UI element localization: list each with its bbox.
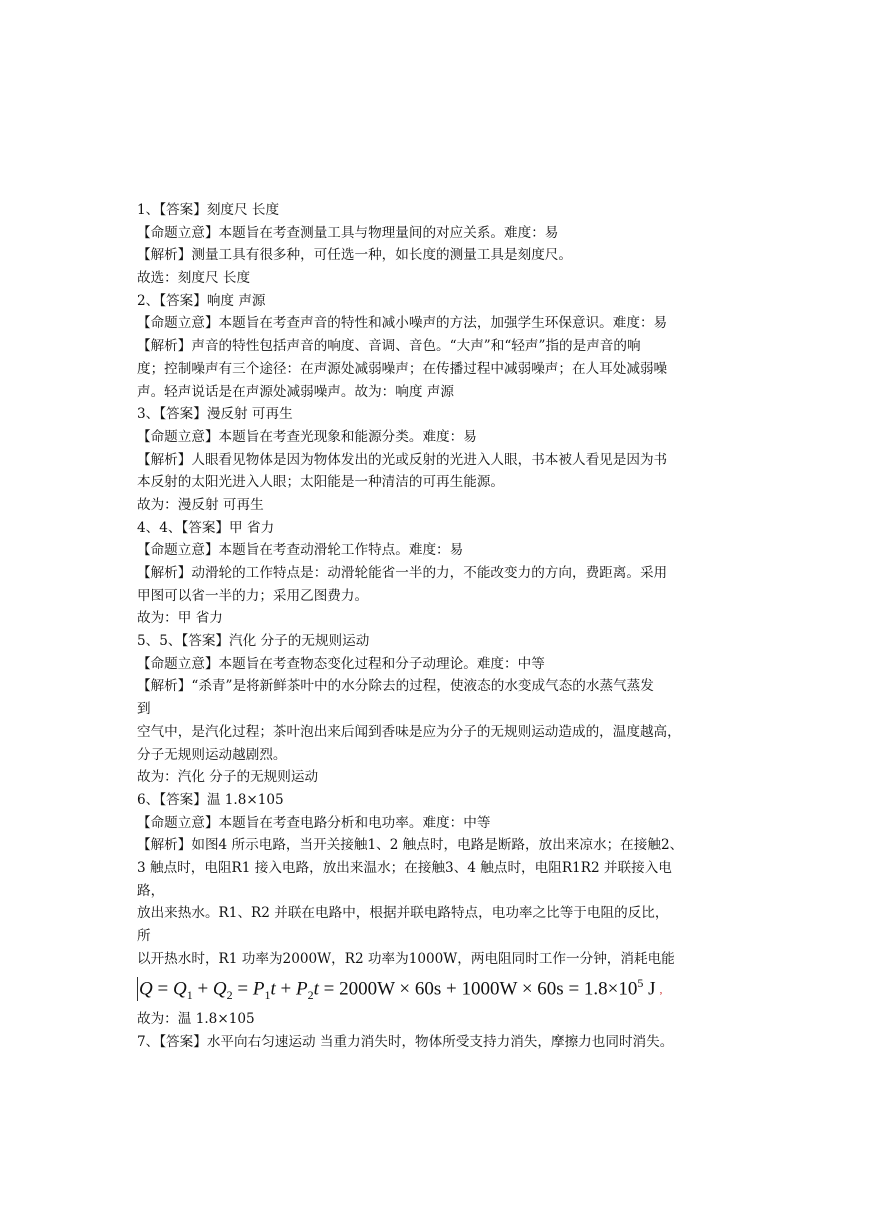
text-line: 路， [137,882,165,899]
text-line: 故为：甲 省力 [137,610,223,627]
text-line: 故为：温 1.8×105 [137,1011,255,1028]
text-line: 甲图可以省一半的力；采用乙图费力。 [137,587,369,604]
text-line: 【解析】“杀青”是将新鲜茶叶中的水分除去的过程，使液态的水变成气态的水蒸气蒸发 [137,678,654,695]
text-cursor [137,977,138,1001]
text-line: 4、4、【答案】甲 省力 [137,519,275,536]
text-line: 放出来热水。R1、R2 并联在电路中，根据并联电路特点，电功率之比等于电阻的反比， [137,905,669,922]
formula-mark: , [659,981,663,996]
text-line: 6、【答案】温 1.8×105 [137,791,284,808]
text-line: 【命题立意】本题旨在考查动滑轮工作特点。难度：易 [137,542,464,559]
text-line: 分子无规则运动越剧烈。 [137,746,287,763]
text-line: 【命题立意】本题旨在考查光现象和能源分类。难度：易 [137,428,477,445]
formula-text: $Q = Q_1 + Q_2 = P_1t + P_2t = 2000W \times 60s + 1000W \times 60s = 1.8\times 10^5$ J [139,975,656,1002]
text-line: 本反射的太阳光进入人眼；太阳能是一种清洁的可再生能源。 [137,474,505,491]
text-line: 【解析】动滑轮的工作特点是：动滑轮能省一半的力，不能改变力的方向，费距离。采用 [137,565,668,581]
text-line: 5、5、【答案】汽化 分子的无规则运动 [137,633,370,650]
answer-lines [137,199,737,970]
text-line: 空气中，是汽化过程；茶叶泡出来后闻到香味是应为分子的无规则运动造成的，温度越高， [137,723,681,740]
energy-formula [137,970,737,1008]
text-line: 【解析】如图4 所示电路，当开关接触1、2 触点时，电路是断路，放出来凉水；在接触2、 [137,837,684,854]
text-line: 1、【答案】刻度尺 长度 [137,202,280,218]
text-line: 【解析】声音的特性包括声音的响度、音调、音色。“大声”和“轻声”指的是声音的响 [137,338,641,355]
text-line: 【命题立意】本题旨在考查物态变化过程和分子动理论。难度：中等 [137,655,545,672]
text-line: 度；控制噪声有三个途径：在声源处减弱噪声；在传播过程中减弱噪声；在人耳处减弱噪 [137,360,668,377]
text-line: 到 [137,701,151,718]
text-line: 【命题立意】本题旨在考查测量工具与物理量间的对应关系。难度：易 [137,224,559,241]
text-line: 3 触点时，电阻R1 接入电路，放出来温水；在接触3、4 触点时，电阻R1R2 并联接入电 [137,859,672,876]
text-line: 【解析】测量工具有很多种，可任选一种，如长度的测量工具是刻度尺。 [137,247,572,264]
text-line: 故为：漫反射 可再生 [137,496,264,513]
text-line: 故选：刻度尺 长度 [137,270,251,287]
answer-lines-after [137,1008,737,1053]
text-line: 故为：汽化 分子的无规则运动 [137,769,319,786]
text-line: 【命题立意】本题旨在考查电路分析和电功率。难度：中等 [137,814,491,831]
text-line: 2、【答案】响度 声源 [137,292,266,309]
text-line: 声。轻声说话是在声源处减弱噪声。故为：响度 声源 [137,383,454,400]
text-line: 以开热水时，R1 功率为2000W，R2 功率为1000W，两电阻同时工作一分钟，消耗电能 [137,950,675,967]
text-line: 3、【答案】漫反射 可再生 [137,406,293,423]
text-line: 7、【答案】水平向右匀速运动 当重力消失时，物体所受支持力消失，摩擦力也同时消失。 [137,1034,674,1051]
text-line: 【命题立意】本题旨在考查声音的特性和减小噪声的方法，加强学生环保意识。难度：易 [137,315,668,332]
text-line: 所 [137,928,151,944]
answer-document [137,199,737,1054]
text-line: 【解析】人眼看见物体是因为物体发出的光或反射的光进入人眼，书本被人看见是因为书 [137,451,668,468]
